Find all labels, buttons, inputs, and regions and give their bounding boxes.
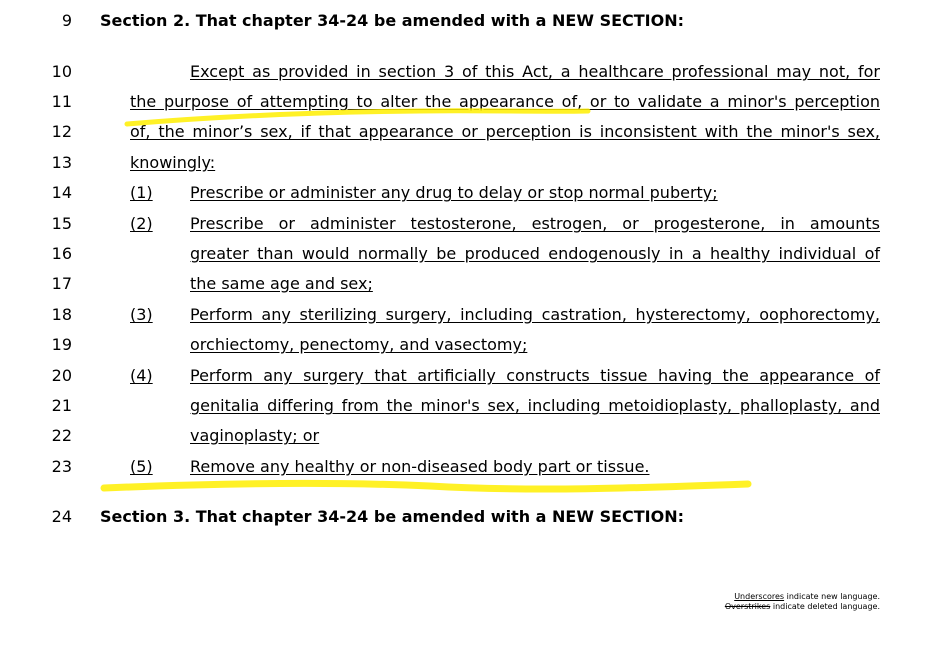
line-number: 22 — [51, 426, 72, 445]
item-3-line-1: Perform any sterilizing surgery, including castration, hysterectomy, oophorectomy, — [190, 305, 880, 324]
body-line-12: of, the minor’s sex, if that appearance or perception is inconsistent with the minor's sex, — [130, 122, 880, 141]
section-3-heading: Section 3. That chapter 34-24 be amended with a NEW SECTION: — [100, 507, 685, 526]
line-number: 12 — [51, 122, 72, 141]
section-2-heading: Section 2. That chapter 34-24 be amended with a NEW SECTION: — [100, 11, 685, 30]
line-number: 19 — [51, 335, 72, 354]
item-3-number: (3) — [130, 305, 153, 324]
line-number: 11 — [51, 92, 72, 111]
line-number: 17 — [51, 274, 72, 293]
item-4-number: (4) — [130, 366, 153, 385]
item-2-line-1: Prescribe or administer testosterone, estrogen, or progesterone, in amounts — [190, 214, 880, 233]
legend-underscores-rest: indicate new language. — [784, 592, 880, 601]
line-number: 20 — [51, 366, 72, 385]
line-number: 15 — [51, 214, 72, 233]
line-number: 14 — [51, 183, 72, 202]
legend-overstrikes-word: Overstrikes — [724, 602, 771, 611]
line-number: 10 — [51, 62, 72, 81]
item-3-line-2: orchiectomy, penectomy, and vasectomy; — [190, 335, 528, 354]
body-line-11: the purpose of attempting to alter the appearance of, or to validate a minor's perception — [130, 92, 880, 111]
item-2-line-3: the same age and sex; — [190, 274, 373, 293]
item-4-line-2: genitalia differing from the minor's sex, including metoidioplasty, phalloplasty, and — [190, 396, 880, 415]
line-number: 9 — [61, 11, 72, 30]
item-5-number: (5) — [130, 457, 153, 476]
legend-underscores — [734, 592, 880, 602]
item-2-number: (2) — [130, 214, 153, 233]
line-number: 23 — [51, 457, 72, 476]
item-1-line-1: Prescribe or administer any drug to delay or stop normal puberty; — [190, 183, 718, 202]
legend-underscores-word: Underscores — [734, 592, 785, 601]
item-4-line-3: vaginoplasty; or — [190, 426, 320, 445]
line-number: 21 — [51, 396, 72, 415]
item-5-line-1: Remove any healthy or non-diseased body part or tissue. — [190, 457, 650, 476]
body-line-13: knowingly: — [130, 153, 216, 172]
legend-overstrikes-rest: indicate deleted language. — [770, 602, 880, 611]
line-number: 24 — [51, 507, 72, 526]
legend-overstrikes — [725, 602, 880, 612]
item-1-number: (1) — [130, 183, 153, 202]
body-line-10: Except as provided in section 3 of this Act, a healthcare professional may not, for — [190, 62, 880, 81]
line-number: 13 — [51, 153, 72, 172]
item-2-line-2: greater than would normally be produced endogenously in a healthy individual of — [190, 244, 880, 263]
highlight-stroke-line-23 — [104, 483, 748, 489]
item-4-line-1: Perform any surgery that artificially constructs tissue having the appearance of — [190, 366, 880, 385]
line-number: 16 — [51, 244, 72, 263]
line-number: 18 — [51, 305, 72, 324]
